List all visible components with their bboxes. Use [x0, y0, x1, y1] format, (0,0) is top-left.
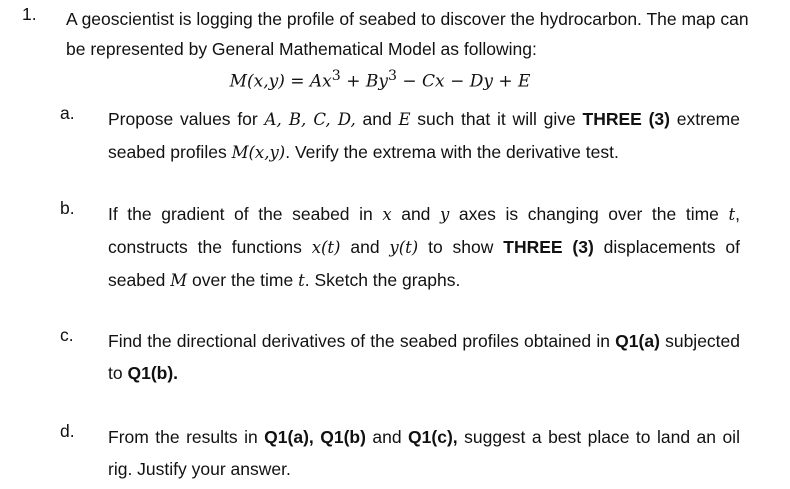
part-d-letter: d. [60, 421, 75, 441]
part-b-letter: b. [60, 198, 75, 218]
question-intro: A geoscientist is logging the profile of seabed to discover the hydrocarbon. The map can be represented by General Mathematical Model as following: [66, 9, 749, 59]
eq-op-2: − [402, 71, 417, 92]
part-a-letter: a. [60, 103, 75, 123]
eq-equals: = [290, 71, 305, 92]
eq-exp-b: 3 [387, 68, 397, 84]
eq-lhs: M(x,y) [229, 71, 285, 92]
eq-op-3: − [450, 71, 465, 92]
part-b-text: If the gradient of the seabed in x and y axes is changing over the time t, constructs the functions x(t) and y(t) to show THREE (3) displacements of seabed M over the time t. Sketch the graphs. [108, 204, 740, 290]
eq-term-c: Cx [422, 71, 445, 92]
eq-op-1: + [346, 71, 361, 92]
eq-term-b: By [365, 71, 388, 92]
part-a-text: Propose values for A, B, C, D, and E such that it will give THREE (3) extreme seabed profiles M(x,y). Verify the extrema with the derivative test. [108, 109, 740, 162]
eq-term-d: Dy [469, 71, 493, 92]
eq-op-4: + [498, 71, 513, 92]
eq-term-a: Ax [309, 71, 332, 92]
part-c-letter: c. [60, 325, 74, 345]
question-number: 1. [22, 4, 37, 24]
eq-term-e: E [518, 71, 531, 92]
eq-exp-a: 3 [331, 68, 341, 84]
model-equation [0, 68, 790, 92]
part-c-text: Find the directional derivatives of the seabed profiles obtained in Q1(a) subjected to Q1(b). [108, 331, 741, 383]
part-d-text: From the results in Q1(a), Q1(b) and Q1(c), suggest a best place to land an oil rig. Justify your answer. [108, 427, 740, 479]
